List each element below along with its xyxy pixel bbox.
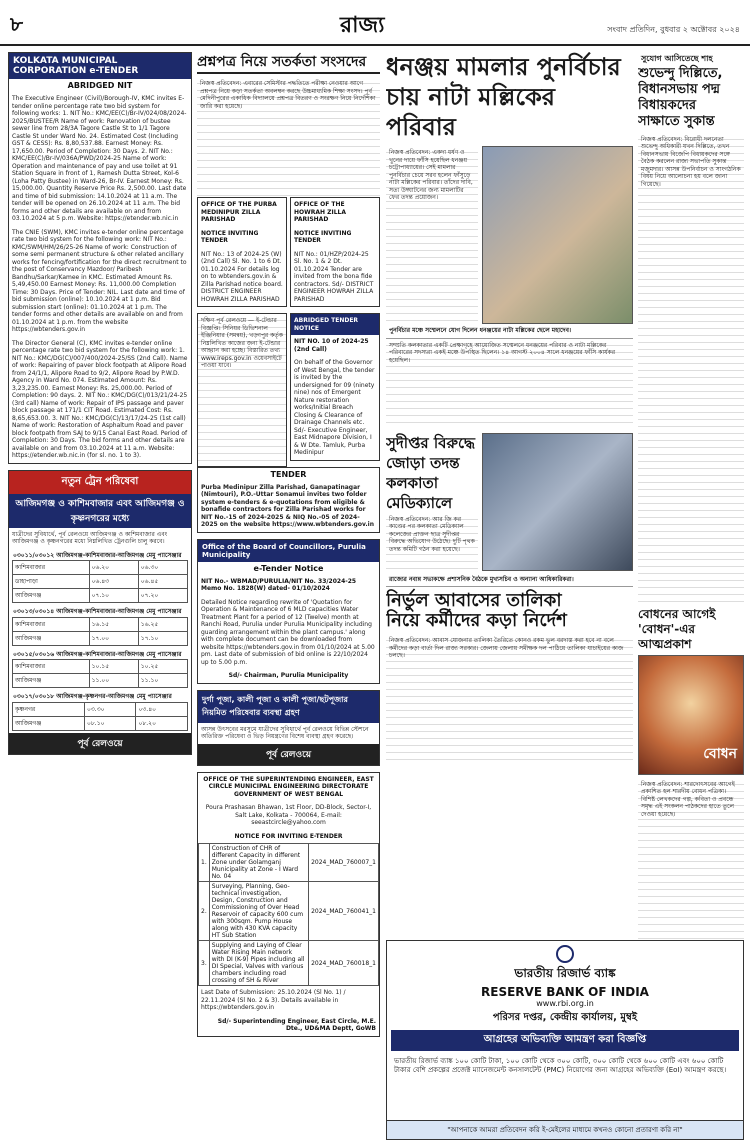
table-cell: ০৭.২০ [138,589,187,603]
mid-story-row [386,433,633,573]
table-cell: কাশিমবাজার [13,561,90,575]
sepwd-nit-title: NOTICE FOR INVITING E-TENDER [234,832,343,840]
table-row [13,716,188,730]
rbi-notice-body: ভারতীয় রিজার্ভ ব্যাঙ্ক ১০০ কোটি টাকা, ১০০ কোটি থেকে ৩০০ কোটি, ৩০০ কোটি থেকে ৬০০ কোটি এবং ৬০০ কোটি টাকার বেশি প্রকল্পের প্রজেক্ট ম্যানেজমেন্ট কনসালটেন্ট (PMC) নিয়োগের জন্য আগ্রহের অভিব্যক্তি (EoI) আমন্ত্রণ করছে। [394,1057,727,1074]
table-row [13,674,188,688]
irrigation-subtitle: NIT NO. 10 of 2024-25 (2nd Call) [294,338,369,353]
zp-right-body: NIT No.: 01/HZP/2024-25 Sl. No. 1 & 2 Dt. 01.10.2024 Tender are invited from the bona fide contractors. Sd/- DISTRICT ENGINEER HOWRAH ZILLA PARISHAD [294,250,374,303]
zilla-parishad-notices [197,197,380,313]
issue-date: সংবাদ প্রতিদিন, বুধবার ২ অক্টোবর ২০২৪ [607,25,740,34]
table-cell: ০৬.৪৩ [89,575,138,589]
sepwd-address: Poura Prashasan Bhawan, 1st Floor, DD-Block, Sector-I, Salt Lake, Kolkata - 700064, E-mail: seeastcircle@yahoo.com [205,804,372,826]
bodhon-cover-image [638,655,744,775]
lead-story-row [386,146,633,324]
table-row [13,575,188,589]
rail-table-0 [9,549,191,606]
table-cell: ১৭.০০ [89,631,138,645]
rail-timetable [12,617,188,646]
page-number: ৮ [10,12,23,36]
tender-pm-body: Purba Medinipur Zilla Parishad, Ganapatinagar (Nimtouri), P.O.-Uttar Sonamui invites two folder system e-tenders & e-quotations from eligible & bonafide contractors for Zilla Parishad works for NIT No.-15 of 2024-2025 & NIQ No.-05 of 2024-2025 on the website https://www.wbtenders.gov.in [201,483,374,528]
purulia-notice [197,539,380,684]
zp-right-title: OFFICE OF THE HOWRAH ZILLA PARISHAD [294,201,346,223]
table-cell: ১১.০০ [89,674,138,688]
rbi-logo-icon [556,945,574,963]
side-headline-3: বিধায়কদের [638,97,696,113]
rbi-advert [386,940,744,1140]
rbi-footer: "আপনাকে আমরা প্রতিবেদন করি ই-মেইলের মাধ্যমে কখনও কোনো প্রতারণা করি না" [387,1120,743,1139]
lead-photo-caption: পুনর্বিচার মঞ্চে সম্মেলনে যোগ দিলেন ধনঞ্জয়ের নাটা মল্লিকের ছেলে মহাদেব। [386,324,633,339]
table-cell: 1. [199,844,210,882]
lower-story-body: নিজস্ব প্রতিবেদন: আবাস যোজনার তালিকা তৈরিতে কোনও রকম ভুল বরদাস্ত করা হবে না বলে কর্মীদের কড়া বার্তা দিল রাজ্য সরকার। জেলায় জেলায় সমীক্ষক দল পাঠিয়ে তালিকা যাচাইয়ের কাজ চলছে। [386,634,633,760]
kmc-tender-body: The Executive Engineer (Civil)/Borough-IV, KMC invites E-tender online percentage rate two bid system for following works: 1. NIT No.: KMC/EE(C)/Br-IV/024/08/2024-2025/BUSTEE/R Name of work: Renovation of bustee sewer line from 28/3A Tagore Castle St to 1/1 Tagore Castle St under Ward No. 24. Estimated Cost (Including GST & CESS): Rs. 8,80,537.88. Earnest Money: Rs. 17,650.00. Period of Completion: 30 Days. 2. NIT No.: KMC/EE(C)/Br-IV/036A/PWD/2024-25 Name of work: Operation and maintenance of pay and use toilet at 91 Station Square in front of 1, Ramesh Dutta Street, Kol-6 (Loha Patty Bustee) in Ward-26, Br-IV. Earnest Money: Rs. 15,000.00. Quantity Reserve Price Rs. 2,500.00. Last date and time of bid submission: 14.10.2024 at 11 a.m. The tender will be opened on 26.10.2024 at 11 a.m. The bid forms and other details are available on and from 03.10.2024 at 5 p.m. Website: https://etender.wb.nic.in [12,95,187,222]
tender-purba-medinipur [197,467,380,533]
irrigation-title: ABRIDGED TENDER NOTICE [291,314,379,335]
lead-story-continued: সম্প্রতি কলকাতার একটি প্রেক্ষাগৃহে আয়োজিত সম্মেলনে ধনঞ্জয়ের পরিবার ও নাটা মল্লিকের পরিবারের সদস্যরা একই মঞ্চে উপস্থিত ছিলেন। ১৪ আগস্ট ২০০৪ সালে ধনঞ্জয়ের ফাঁসি কার্যকর হয়েছিল। [386,339,633,429]
page-header [0,0,750,46]
rbi-name-bengali: ভারতীয় রিজার্ভ ব্যাঙ্ক [514,966,616,980]
column-2 [197,52,380,1140]
rbi-department: পরিসর দপ্তর, কেন্দ্রীয় কার্যালয়, মুম্বই [492,1012,638,1023]
mid-story-text [386,433,478,573]
table-cell: Supplying and Laying of Clear Water Rising Main network with DI (K-9) Pipes including all DI Special, Valves with various chambers including road crossing of SH & River [209,941,308,986]
kmc-tender-box [8,52,192,464]
sepwd-notice [197,772,380,1037]
purulia-subtitle: e-Tender Notice [253,563,324,573]
lead-headline-2: চায় নাটা মল্লিকের পরিবার [386,83,555,141]
rail-notice [8,470,192,755]
table-cell: কাশিমবাজার [13,660,90,674]
table-cell: ০৩.৩০ [85,702,136,716]
table-cell: ১০.১৫ [89,660,138,674]
table-row [199,882,379,941]
side-headline-1: শুভেন্দু দিল্লিতে, [638,65,723,81]
table-cell: ০৮.১০ [85,716,136,730]
kmc-tender-subtitle: ABRIDGED NIT [67,81,133,90]
table-cell: আজিমগঞ্জ [13,589,90,603]
rail-notice-subtitle: আজিমগঞ্জ ও কাশিমবাজার এবং আজিমগঞ্জ ও কৃষ্ণনগরের মধ্যে [9,494,191,528]
table-cell: ডাহাপাড়া [13,575,90,589]
rail-table-title: ০৩০১৭/০৩০১৮ আজিমগঞ্জ-কৃষ্ণনগর-আজিমগঞ্জ মেমু প্যাসেঞ্জার [13,693,172,700]
rail-timetable [12,702,188,731]
rail-table-2 [9,648,191,691]
bengali-tender-notice: দক্ষিণ পূর্ব রেলওয়ে — ই-টেন্ডার বিজ্ঞপ্তি। সিনিয়র ডিভিশনাল ইঞ্জিনিয়ার (সমন্বয়), খড়্গপুর কর্তৃক নিম্নলিখিত কাজের জন্য ই-টেন্ডার আহ্বান করা হচ্ছে। বিস্তারিত তথ্য www.ireps.gov.in ওয়েবসাইটে পাওয়া যাবে। [197,313,287,467]
puja-title: দুর্গা পূজা, কালী পূজা ও কালী পূজা/ছটপূজার নিয়মিত পরিষেবার ব্যবস্থা গ্রহণ [198,691,379,723]
table-cell: 2024_MAD_760041_1 [309,882,379,941]
lead-story-body: নিজস্ব প্রতিবেদন: একদা ধর্ষণ ও খুনের দায়ে ফাঁসি হয়েছিল ধনঞ্জয় চট্টোপাধ্যায়ের। সেই মামলার পুনর্বিচার চেয়ে সরব হলেন ফাঁসুড়ে নাটা মল্লিকের পরিবার। তাঁদের দাবি, সত্য উদ্ঘাটনের জন্য মামলাটির ফের তদন্ত প্রয়োজন। [386,146,478,324]
table-cell: ১৬.২৫ [138,617,187,631]
rail-notice-title: নতুন ট্রেন পরিষেবা [9,471,191,494]
table-row [199,844,379,882]
puja-footer: পূর্ব রেলওয়ে [198,744,379,765]
table-cell: কাশিমবাজার [13,617,90,631]
table-row [13,589,188,603]
sepwd-title: OFFICE OF THE SUPERINTENDING ENGINEER, EAST CIRCLE MUNICIPAL ENGINEERING DIRECTORATE GOVERNMENT OF WEST BENGAL [203,775,374,798]
lower-headline-1: নির্ভুল আবাসের তালিকা [386,590,562,611]
side-headline-4: সাক্ষাতে সুকান্ত [638,113,715,129]
ad-headline-3: আত্মপ্রকাশ [638,636,692,651]
side-headline-2: বিধানসভায় পদ্ম [638,81,720,97]
rail-table-title: ০৩০১১/০৩০১২ আজিমগঞ্জ-কাশিমবাজার-আজিমগঞ্জ মেমু প্যাসেঞ্জার [13,551,182,559]
side-kicker: সুযোগ আসিতেছে শাহ [641,54,713,63]
table-cell: ০৭.১০ [89,589,138,603]
table-cell: 2. [199,882,210,941]
table-cell: ০৬.৩০ [138,561,187,575]
table-cell: ০৬.৪৫ [138,575,187,589]
story-headline-exam: প্রশ্নপত্র নিয়ে সতর্কতা সংসদের [197,52,380,74]
kmc-tender-title: KOLKATA MUNICIPAL CORPORATION e-TENDER [9,53,191,79]
mid-story-body: নিজস্ব প্রতিবেদন: আর জি কর কাণ্ডের পর কলকাতা মেডিক্যাল কলেজের প্রাক্তন ছাত্র সুদীপ্তর বিরুদ্ধে অভিযোগ উঠেছে। দুটি পৃথক তদন্ত কমিটি গঠন করা হয়েছে। [386,513,478,573]
table-cell: Construction of CHR of different Capacity in different Zone under Golamganj Municipality at Zone - I Ward No. 04 [209,844,308,882]
table-cell: ১১.১০ [138,674,187,688]
section-title: রাজ্য [340,13,385,38]
zp-left-title: OFFICE OF THE PURBA MEDINIPUR ZILLA PARISHAD [201,201,277,223]
ad-headline-1: বোধনের আগেই [638,606,716,621]
mixed-notices [197,313,380,467]
table-cell: আজিমগঞ্জ [13,631,90,645]
table-cell: 2024_MAD_760007_1 [309,844,379,882]
ad-headline-2: 'বোধন'-এর [638,621,695,636]
table-cell: আজিমগঞ্জ [13,716,85,730]
table-cell: আজিমগঞ্জ [13,674,90,688]
irrigation-body: On behalf of the Governor of West Bengal, the tender is invited by the undersigned for 09 (ninety nine) nos of Emergent Nature restoration works/Initial Breach Closing & Clearance of Drainage Channels etc. Sd/- Executive Engineer, East Midnapore Division, I & W Dte. Tamluk, Purba Medinipur [294,359,375,456]
mid-story-headline: সুদীপ্তর বিরুদ্ধে জোড়া তদন্ত কলকাতা মেডিক্যালে [386,433,476,512]
table-cell: Surveying, Planning, Geo-technical investigation, Design, Construction and Commissioning of Over Head Reservoir of capacity 600 cum with 300sqm. Pump House along with 430 KVA capacity HT Sub Station [209,882,308,941]
rbi-name-english: RESERVE BANK OF INDIA [481,985,649,999]
bodhon-story-body: নিজস্ব প্রতিবেদন: শারদোৎসবের আগেই প্রকাশিত হল শারদীয় বোধন পত্রিকা। বিশিষ্ট লেখকদের গল্প, কবিতা ও প্রবন্ধে সমৃদ্ধ এই সংকলন পাঠকদের হাতে তুলে দেওয়া হয়েছে। [638,778,744,1008]
purulia-nit: NIT No.- WBMAD/PURULIA/NIT No. 33/2024-25 Memo No. 1828(W) dated- 01/10/2024 [201,577,357,592]
story-body-exam: নিজস্ব প্রতিবেদন: এবারের সেমিস্টার পদ্ধতিতে পরীক্ষা নেওয়ার আগে প্রশ্নপত্র নিয়ে কড়া সতর্কতা অবলম্বন করছে উচ্চমাধ্যমিক শিক্ষা সংসদ। পূর্ব মেদিনীপুরের একাধিক বিদ্যালয়ে প্রশ্নপত্র বিতরণ ও সংরক্ষণ নিয়ে নির্দেশিকা জারি করা হয়েছে। [197,77,380,197]
rbi-website: www.rbi.org.in [536,999,594,1008]
bodhon-cover-label: বোধন [703,745,737,762]
irrigation-notice [290,313,380,461]
table-cell: 3. [199,941,210,986]
purulia-title: Office of the Board of Councillors, Purulia Municipality [198,540,379,562]
rail-timetable [12,560,188,603]
lead-headline-1: ধনঞ্জয় মামলার পুনর্বিচার [386,53,621,81]
rail-table-1 [9,605,191,648]
zp-left-body: NIT No.: 13 of 2024-25 (W) (2nd Call) Sl. No. 1 to 6 Dt. 01.10.2024 For details log on to wbtenders.gov.in & Zilla Parishad notice board. DISTRICT ENGINEER HOWRAH ZILLA PARISHAD [201,250,283,303]
purulia-body: Detailed Notice regarding rewrite of 'Quotation for Operation & Maintenance of 6 MLD capacities Water Treatment Plant for a period of 12 (Twelve) month at Ranchi Road, Purulia under Purulia Municipality including guarding arrangement within the plant campus.' along with complete document can be downloaded from website https://wbtenders.gov.in from 01/10/2024 at 5.00 pm. Last date of submission of bid online is 22/10/2024 up to 5.00 p.m. [201,598,375,666]
lower-headline-2: নিয়ে কর্মীদের কড়া নির্দেশ [386,610,567,631]
rail-table-title: ০৩০১৫/০৩০১৬ আজিমগঞ্জ-কাশিমবাজার-আজিমগঞ্জ মেমু প্যাসেঞ্জার [13,650,182,658]
table-cell: ০৮.২০ [136,716,188,730]
puja-rail-notice [197,690,380,766]
cnie-tender-body: The CNIE (SWM), KMC invites e-tender online percentage rate two bid system for the following work: NIT No.: KMC/SWM/HM/26/25-26 Name of work: Construction of some semi permanent structure & other related ancillary works for fencing/fortification for the direct recruitment to the post of Conservancy Mazdoor/ Paribesh Bandhu/Sarkar/Kamee in KMC. Estimated Amount Rs. 5,49,450.00 Earnest Money: Rs. 11,000.00 Completion Time: 30 Days. Price of Tender: NIL. Last date and time of bid submission (online): 10.10.2024 at 1 p.m. Bid submission start (online): 01.10.2024 at 1 p.m. The tender forms and other details are available on and from 01.10.2024 at 1 p.m. from the website https://wbtenders.gov.in [12,228,187,333]
table-row [13,617,188,631]
table-row [13,561,188,575]
rail-timetable [12,659,188,688]
tender-pm-title: TENDER [270,469,307,479]
puja-body: আসন্ন উৎসবের মরসুমে যাত্রীদের সুবিধার্থে পূর্ব রেলওয়ে বিভিন্ন স্টেশনে অতিরিক্ত পরিষেবা ও ভিড় নিয়ন্ত্রণের বিশেষ ব্যবস্থা গ্রহণ করেছে। [201,725,369,740]
table-cell: ১০.২৫ [138,660,187,674]
rail-table-title: ০৩০১৩/০৩০১৪ আজিমগঞ্জ-কাশিমবাজার-আজিমগঞ্জ মেমু প্যাসেঞ্জার [13,608,182,615]
director-tender-body: The Director General (C), KMC invites e-tender online percentage rate two bid system for the following work: 1. NIT No.: KMC/DG(C)/007/400/2024-25/SS (2nd Call). Name of work: Repairing of paver block footpath at Alipore Road from 24/1/1, Alipore Road to 9/2, Alipore Road by P.W.D. Agency in Ward No. 074. Estimated Amount: Rs. 3,23,235.00. Earnest Money: Rs. 25,000.00. Period of Completion: 90 days. 2. NIT No.: KMC/DG(C)/013/21/24-25 (3rd call) Name of work: Repair of IPS passage and paver block passage at 171/1 CIT Road. Estimated Cost: Rs. 8,65,653.00. 3. NIT No.: KMC/DG(C)/13/17/24-25 (1st call) Name of work: Restoration of Asphaltum Road and paver block footpath from SAJ to 9/15 Canal East Road. Period of Completion: 30 Days. The bid forms and other details are available on and from 03.10.2024 at 11 a.m. Website: https://etender.wb.nic.in (for sl. no. 1 to 3). [12,339,188,459]
rail-notice-body: যাত্রীদের সুবিধার্থে, পূর্ব রেলওয়ে আজিমগঞ্জ ও কাশিমবাজার এবং আজিমগঞ্জ ও কৃষ্ণনগরের মধ্যে নিম্নলিখিত ট্রেনগুলি চালু করবে। [12,530,168,545]
table-cell: ১৭.১০ [138,631,187,645]
table-cell: ০৩.৪০ [136,702,188,716]
sepwd-sign: Sd/- Superintending Engineer, East Circle, M.E. Dte., UD&MA Deptt, GoWB [217,1017,376,1032]
sepwd-last-date: Last Date of Submission: 25.10.2024 (Sl No. 1) / 22.11.2024 (Sl No. 2 & 3). Details available in https://wbtenders.gov.in [201,989,346,1011]
table-cell: কৃষ্ণনগর [13,702,85,716]
purulia-sign: Sd/- Chairman, Purulia Municipality [228,672,349,679]
table-cell: 2024_MAD_760018_1 [309,941,379,986]
rail-notice-footer: পূর্ব রেলওয়ে [9,733,191,754]
meeting-photo [482,433,633,571]
column-1 [8,52,192,1140]
table-row [13,660,188,674]
rail-table-3 [9,690,191,733]
table-cell: ১৬.১৫ [89,617,138,631]
table-row [13,631,188,645]
sepwd-table [198,843,379,986]
lead-story-photo [482,146,633,324]
zp-right-subtitle: NOTICE INVITING TENDER [294,229,352,244]
meeting-photo-caption: রাজ্যের নবান্ন সভাকক্ষে প্রশাসনিক বৈঠকে মুখ্যসচিব ও অন্যান্য আধিকারিকরা। [386,573,633,588]
table-row [199,941,379,986]
side-story-body: নিজস্ব প্রতিবেদন: বিরোধী দলনেতা শুভেন্দু অধিকারী যখন দিল্লিতে, তখন বিধানসভায় বিজেপি বিধায়কদের সঙ্গে বৈঠক করলেন রাজ্য সভাপতি সুকান্ত মজুমদার। আসন্ন উপনির্বাচন ও সাংগঠনিক বিষয় নিয়ে আলোচনা হয় বলে জানা গিয়েছে। [638,133,744,603]
zp-left-subtitle: NOTICE INVITING TENDER [201,229,259,244]
table-row [13,702,188,716]
table-cell: ০৬.২০ [89,561,138,575]
zp-left-notice [197,197,287,307]
rbi-notice-title: আগ্রহের অভিব্যক্তি আমন্ত্রণ করা বিজ্ঞপ্তি [391,1030,739,1051]
zp-right-notice [290,197,380,307]
